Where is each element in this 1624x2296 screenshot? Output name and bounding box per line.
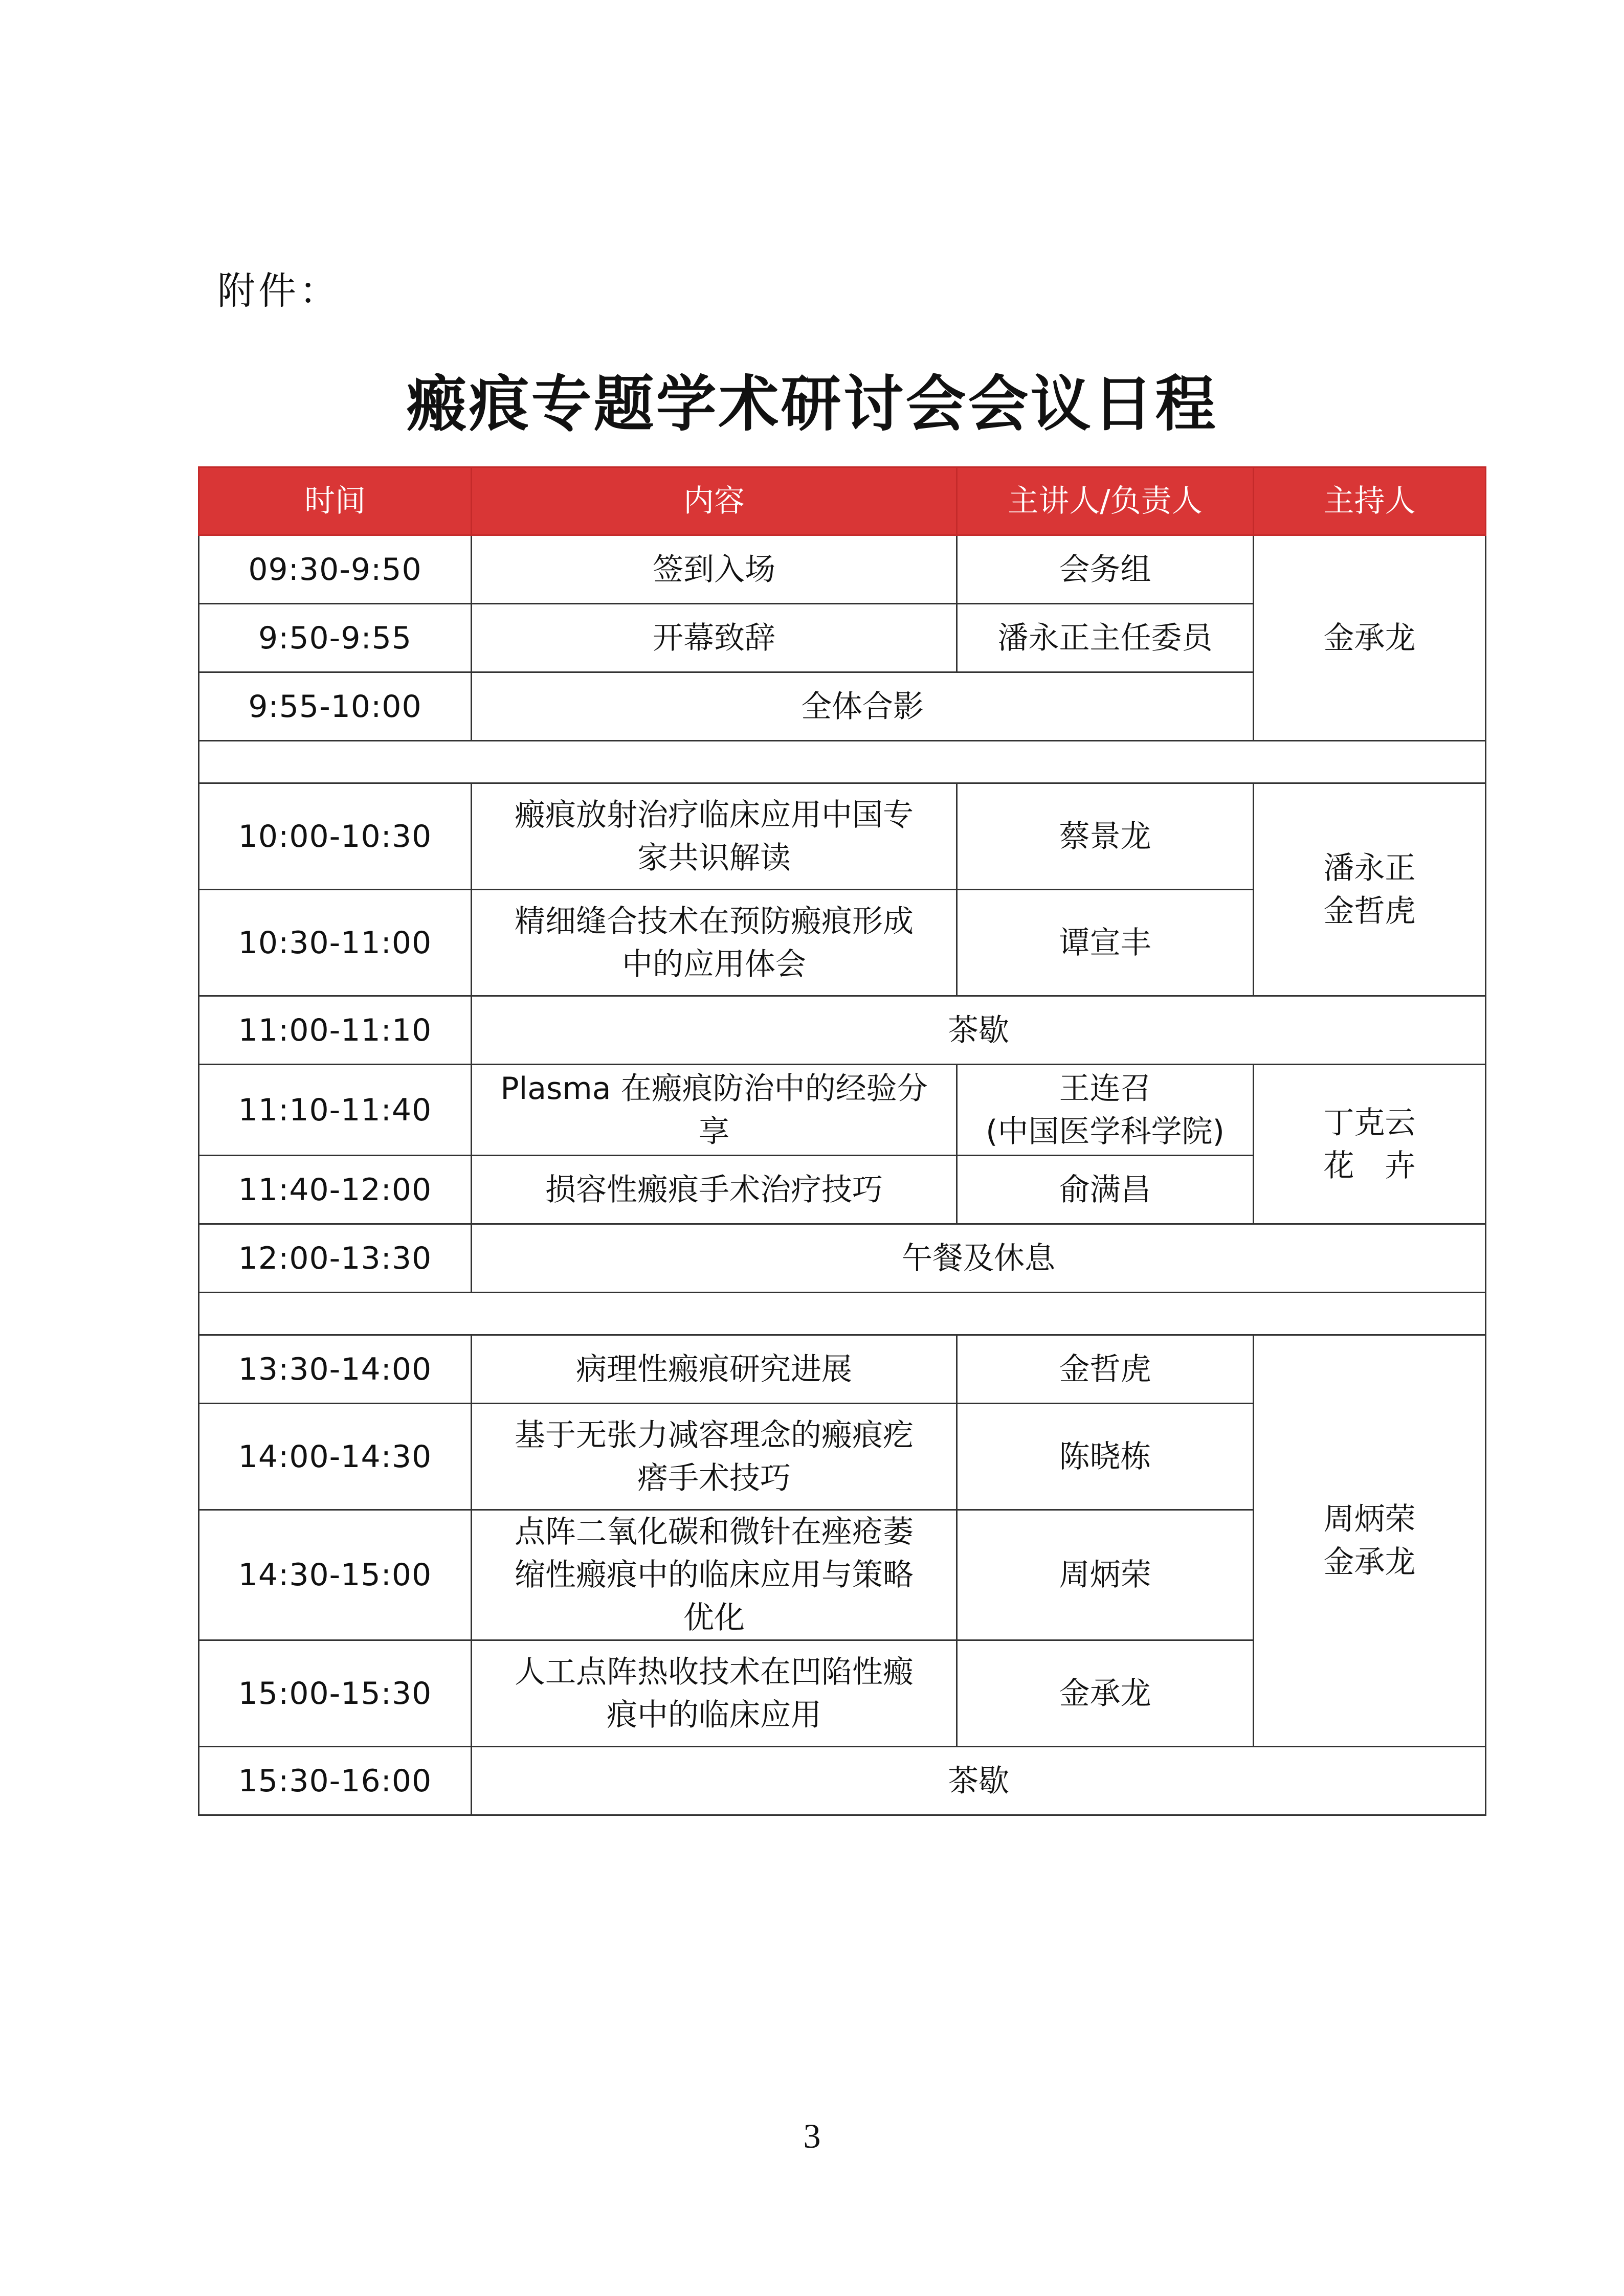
- content-cell: [472, 1065, 957, 1156]
- speaker-cell: 陈晓栋: [957, 1404, 1254, 1510]
- content-line: 人工点阵热收技术在凹陷性瘢: [515, 1654, 914, 1690]
- host-cell: [1254, 1065, 1486, 1224]
- content-line: Plasma 在瘢痕防治中的经验分: [500, 1070, 928, 1107]
- content-line: 缩性瘢痕中的临床应用与策略: [515, 1557, 914, 1593]
- speaker-affiliation: (中国医学科学院): [986, 1113, 1225, 1150]
- content-cell: 开幕致辞: [472, 604, 957, 672]
- time-cell: 09:30-9:50: [199, 535, 472, 604]
- host-cell: [1254, 783, 1486, 996]
- time-cell: 15:30-16:00: [199, 1747, 472, 1815]
- lunch-cell: 午餐及休息: [472, 1224, 1486, 1293]
- host-cell: 金承龙: [1254, 535, 1486, 741]
- speaker-cell: 谭宣丰: [957, 890, 1254, 996]
- host-name: 金承龙: [1323, 1544, 1416, 1580]
- break-row: [199, 996, 1486, 1065]
- content-line: 瘢痕放射治疗临床应用中国专: [515, 797, 914, 833]
- speaker-cell: 蔡景龙: [957, 783, 1254, 890]
- page-number: 3: [803, 2117, 821, 2155]
- table-row: [199, 1065, 1486, 1156]
- content-cell: 全体合影: [472, 672, 1254, 741]
- speaker-cell: 会务组: [957, 535, 1254, 604]
- speaker-cell: 周炳荣: [957, 1510, 1254, 1640]
- speaker-cell: 俞满昌: [957, 1156, 1254, 1224]
- host-name: 周炳荣: [1323, 1501, 1416, 1537]
- header-content: 内容: [472, 467, 957, 535]
- table-header-row: [199, 467, 1486, 535]
- content-cell: [472, 783, 957, 890]
- speaker-cell: 潘永正主任委员: [957, 604, 1254, 672]
- time-cell: 11:10-11:40: [199, 1065, 472, 1156]
- host-name: 花 卉: [1323, 1147, 1416, 1184]
- time-cell: 9:55-10:00: [199, 672, 472, 741]
- time-cell: 10:00-10:30: [199, 783, 472, 890]
- attachment-label: 附件：: [217, 269, 340, 313]
- content-line: 家共识解读: [637, 840, 791, 876]
- content-line: 享: [699, 1113, 729, 1150]
- time-cell: 14:30-15:00: [199, 1510, 472, 1640]
- break-cell: 茶歇: [472, 1747, 1486, 1815]
- spacer-row: [199, 1293, 1486, 1335]
- content-cell: 签到入场: [472, 535, 957, 604]
- header-speaker: 主讲人/负责人: [957, 467, 1254, 535]
- content-cell: [472, 890, 957, 996]
- speaker-cell: 金承龙: [957, 1640, 1254, 1747]
- table-row: [199, 1335, 1486, 1404]
- content-cell: 损容性瘢痕手术治疗技巧: [472, 1156, 957, 1224]
- break-row: [199, 1747, 1486, 1815]
- table-row: [199, 535, 1486, 604]
- table-row: [199, 783, 1486, 890]
- content-line: 瘩手术技巧: [637, 1460, 791, 1496]
- lunch-row: [199, 1224, 1486, 1293]
- speaker-cell: [957, 1065, 1254, 1156]
- content-line: 优化: [683, 1600, 745, 1636]
- break-cell: 茶歇: [472, 996, 1486, 1065]
- spacer-cell: [199, 1293, 1486, 1335]
- time-cell: 10:30-11:00: [199, 890, 472, 996]
- time-cell: 15:00-15:30: [199, 1640, 472, 1747]
- content-line: 中的应用体会: [622, 946, 806, 982]
- content-cell: 病理性瘢痕研究进展: [472, 1335, 957, 1404]
- header-time: 时间: [199, 467, 472, 535]
- host-name: 潘永正: [1323, 850, 1416, 886]
- content-cell: [472, 1510, 957, 1640]
- host-cell: [1254, 1335, 1486, 1747]
- time-cell: 9:50-9:55: [199, 604, 472, 672]
- speaker-name: 王连召: [1059, 1070, 1151, 1107]
- speaker-cell: 金哲虎: [957, 1335, 1254, 1404]
- host-name: 丁克云: [1323, 1105, 1416, 1141]
- header-host: 主持人: [1254, 467, 1486, 535]
- page-title: 瘢痕专题学术研讨会会议日程: [406, 369, 1218, 439]
- content-line: 痕中的临床应用: [607, 1697, 821, 1733]
- time-cell: 13:30-14:00: [199, 1335, 472, 1404]
- content-cell: [472, 1640, 957, 1747]
- time-cell: 11:40-12:00: [199, 1156, 472, 1224]
- spacer-cell: [199, 741, 1486, 783]
- content-line: 精细缝合技术在预防瘢痕形成: [515, 903, 914, 939]
- host-name: 金哲虎: [1323, 893, 1416, 929]
- content-line: 基于无张力减容理念的瘢痕疙: [515, 1417, 914, 1453]
- schedule-table: [198, 466, 1486, 1816]
- time-cell: 11:00-11:10: [199, 996, 472, 1065]
- time-cell: 14:00-14:30: [199, 1404, 472, 1510]
- content-line: 点阵二氧化碳和微针在痤疮萎: [515, 1514, 914, 1550]
- spacer-row: [199, 741, 1486, 783]
- time-cell: 12:00-13:30: [199, 1224, 472, 1293]
- content-cell: [472, 1404, 957, 1510]
